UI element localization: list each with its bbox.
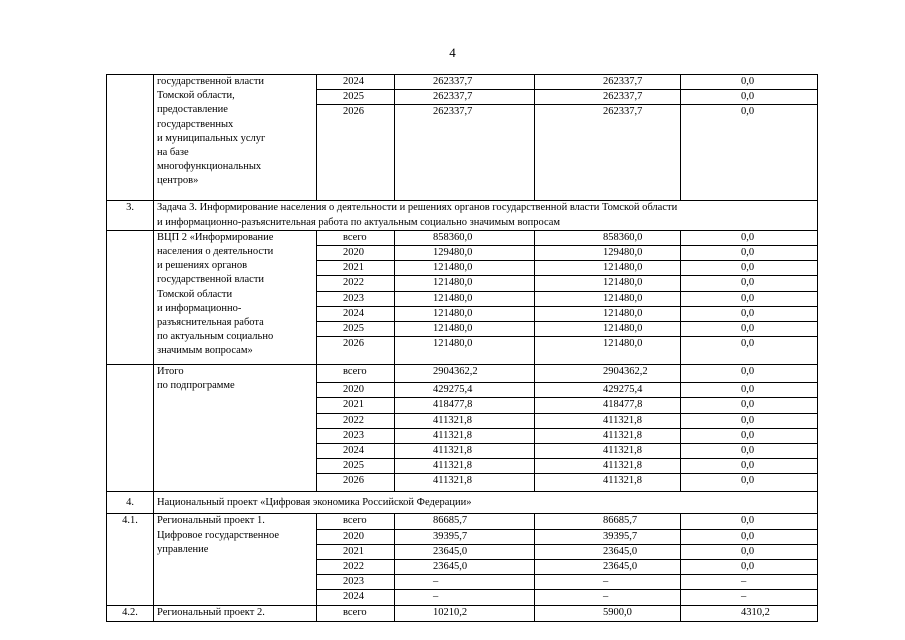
other-sources-cell: 0,0 [681,560,818,575]
year-cell: всего [317,514,395,529]
regional-budget-cell: 2904362,2 [535,365,681,383]
row-number [107,230,154,364]
year-cell: 2022 [317,560,395,575]
other-sources-cell: 0,0 [681,474,818,492]
total-cell: 262337,7 [395,90,535,105]
item-name-line: центров» [157,175,199,187]
year-cell: 2022 [317,276,395,291]
row-number [107,75,154,201]
regional-budget-cell: 411321,8 [535,444,681,459]
other-sources-cell: 0,0 [681,428,818,443]
task-number: 3. [107,201,154,230]
total-cell: 418477,8 [395,398,535,413]
regional-budget-cell: 5900,0 [535,606,681,621]
regional-budget-cell: 121480,0 [535,261,681,276]
regional-budget-cell: 411321,8 [535,413,681,428]
other-sources-cell: 0,0 [681,544,818,559]
year-cell: 2024 [317,444,395,459]
year-cell: всего [317,606,395,621]
regional-budget-cell: 411321,8 [535,474,681,492]
total-cell: 121480,0 [395,276,535,291]
item-name-line: на базе [157,147,189,159]
other-sources-cell: 0,0 [681,276,818,291]
item-name-line: государственной власти [157,274,265,286]
table-row [107,75,818,90]
total-cell: 858360,0 [395,230,535,245]
item-name-line: предоставление [157,104,228,116]
other-sources-cell: 0,0 [681,246,818,261]
total-cell: – [395,575,535,590]
other-sources-cell: 0,0 [681,230,818,245]
item-name-line: Итого [157,366,184,378]
row-number: 4.1. [107,514,154,606]
other-sources-cell: 0,0 [681,413,818,428]
other-sources-cell: 0,0 [681,444,818,459]
total-cell: 129480,0 [395,246,535,261]
budget-table [106,74,818,622]
other-sources-cell: 0,0 [681,383,818,398]
year-cell: 2023 [317,575,395,590]
regional-budget-cell: 121480,0 [535,276,681,291]
item-name-line: государственных [157,118,234,130]
total-cell: 262337,7 [395,75,535,90]
total-cell: 121480,0 [395,306,535,321]
other-sources-cell: 0,0 [681,459,818,474]
other-sources-cell: 0,0 [681,90,818,105]
total-cell: 121480,0 [395,291,535,306]
other-sources-cell: 0,0 [681,514,818,529]
year-cell: 2026 [317,474,395,492]
task-title-line: Задача 3. Информирование населения о деятельности и решениях органов государственной власти Томской области [157,202,678,214]
regional-budget-cell: 121480,0 [535,337,681,365]
table-row [107,365,818,383]
task-title [154,201,818,230]
regional-budget-cell: 129480,0 [535,246,681,261]
total-cell: 10210,2 [395,606,535,621]
year-cell: 2024 [317,306,395,321]
regional-budget-cell: 121480,0 [535,291,681,306]
other-sources-cell: 0,0 [681,365,818,383]
regional-budget-cell: 121480,0 [535,322,681,337]
regional-budget-cell: 262337,7 [535,75,681,90]
item-name-line: управление [157,543,209,555]
item-name-line: Томской области [157,288,233,300]
task-title [154,492,818,514]
total-cell: – [395,590,535,606]
year-cell: 2020 [317,383,395,398]
year-cell: 2024 [317,75,395,90]
task-title-line: и информационно-разъяснительная работа по актуальным социально значимым вопросам [157,216,561,228]
item-name [154,365,317,492]
total-cell: 2904362,2 [395,365,535,383]
task-row [107,492,818,514]
regional-budget-cell: 121480,0 [535,306,681,321]
regional-budget-cell: 411321,8 [535,428,681,443]
total-cell: 411321,8 [395,413,535,428]
regional-budget-cell: 429275,4 [535,383,681,398]
item-name-line: и информационно- [157,302,242,314]
total-cell: 121480,0 [395,337,535,365]
total-cell: 429275,4 [395,383,535,398]
other-sources-cell: 4310,2 [681,606,818,621]
table-row [107,230,818,245]
item-name-line: ВЦП 2 «Информирование [157,231,274,243]
year-cell: всего [317,230,395,245]
other-sources-cell: 0,0 [681,306,818,321]
year-cell: 2021 [317,398,395,413]
regional-budget-cell: – [535,575,681,590]
other-sources-cell: 0,0 [681,75,818,90]
item-name-line: многофункциональных [157,161,262,173]
total-cell: 39395,7 [395,529,535,544]
total-cell: 262337,7 [395,105,535,201]
regional-budget-cell: 262337,7 [535,105,681,201]
budget-table-body [107,75,818,622]
other-sources-cell: 0,0 [681,337,818,365]
task-row [107,201,818,230]
other-sources-cell: 0,0 [681,261,818,276]
year-cell: 2025 [317,322,395,337]
item-name-line: значимым вопросам» [157,345,253,357]
year-cell: 2021 [317,544,395,559]
year-cell: 2025 [317,90,395,105]
total-cell: 121480,0 [395,322,535,337]
other-sources-cell: 0,0 [681,322,818,337]
item-name-line: и решениях органов [157,260,248,272]
total-cell: 411321,8 [395,428,535,443]
regional-budget-cell: 418477,8 [535,398,681,413]
regional-budget-cell: 411321,8 [535,459,681,474]
other-sources-cell: 0,0 [681,291,818,306]
total-cell: 23645,0 [395,560,535,575]
year-cell: 2026 [317,105,395,201]
row-number: 4.2. [107,606,154,621]
row-number [107,365,154,492]
other-sources-cell: 0,0 [681,398,818,413]
item-name-line: по подпрограмме [157,380,235,392]
table-row [107,514,818,529]
total-cell: 86685,7 [395,514,535,529]
regional-budget-cell: 262337,7 [535,90,681,105]
regional-budget-cell: 39395,7 [535,529,681,544]
regional-budget-cell: 858360,0 [535,230,681,245]
total-cell: 411321,8 [395,444,535,459]
year-cell: всего [317,365,395,383]
year-cell: 2024 [317,590,395,606]
year-cell: 2020 [317,246,395,261]
year-cell: 2022 [317,413,395,428]
regional-budget-cell: – [535,590,681,606]
total-cell: 411321,8 [395,459,535,474]
regional-budget-cell: 23645,0 [535,560,681,575]
table-row [107,606,818,621]
page-number: 4 [449,45,456,60]
year-cell: 2020 [317,529,395,544]
year-cell: 2025 [317,459,395,474]
other-sources-cell: 0,0 [681,105,818,201]
other-sources-cell: – [681,590,818,606]
task-title-line: Национальный проект «Цифровая экономика Российской Федерации» [157,496,472,508]
item-name [154,230,317,364]
task-number: 4. [107,492,154,514]
other-sources-cell: 0,0 [681,529,818,544]
item-name [154,514,317,606]
item-name-line: Томской области, [157,90,235,102]
item-name-line: Региональный проект 1. [157,515,265,527]
other-sources-cell: – [681,575,818,590]
year-cell: 2023 [317,428,395,443]
item-name-line: разъяснительная работа [157,317,264,329]
item-name [154,606,317,621]
item-name-line: государственной власти [157,76,265,87]
total-cell: 121480,0 [395,261,535,276]
regional-budget-cell: 86685,7 [535,514,681,529]
total-cell: 411321,8 [395,474,535,492]
year-cell: 2026 [317,337,395,365]
regional-budget-cell: 23645,0 [535,544,681,559]
item-name-line: Региональный проект 2. [157,607,265,619]
item-name-line: по актуальным социально [157,331,274,343]
item-name-line: Цифровое государственное [157,529,280,541]
item-name-line: населения о деятельности [157,246,274,258]
year-cell: 2023 [317,291,395,306]
item-name-line: и муниципальных услуг [157,132,266,144]
year-cell: 2021 [317,261,395,276]
item-name [154,75,317,201]
total-cell: 23645,0 [395,544,535,559]
